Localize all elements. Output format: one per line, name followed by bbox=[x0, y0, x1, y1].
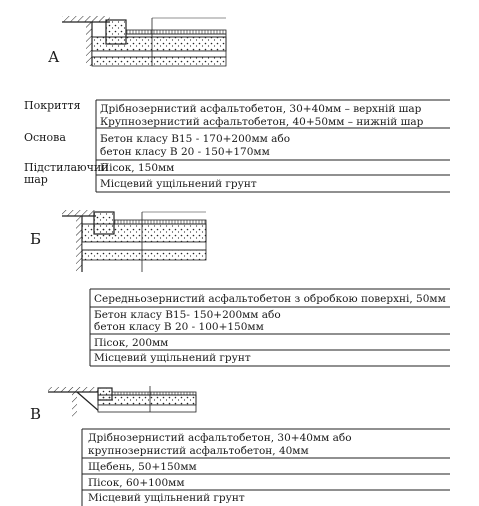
c-row-1: Дрібнозернистий асфальтобетон, 30+40мм або bbox=[88, 432, 352, 444]
section-a-letter: А bbox=[48, 48, 60, 66]
c-row-3: Щебень, 50+150мм bbox=[88, 461, 197, 473]
b-row-3: бетон класу В 20 - 100+150мм bbox=[94, 321, 264, 333]
label-surface: Покриття bbox=[24, 99, 81, 112]
b-row-1: Середньозернистий асфальтобетон з обробкою поверхні, 50мм bbox=[94, 293, 446, 305]
a-row-2: Крупнозернистий асфальтобетон, 40+50мм – нижній шар bbox=[100, 116, 424, 128]
b-row-2: Бетон класу В15- 150+200мм або bbox=[94, 309, 281, 321]
label-base: Основа bbox=[24, 131, 66, 144]
c-row-5: Місцевий ущільнений грунт bbox=[88, 492, 245, 504]
b-row-4: Пісок, 200мм bbox=[94, 337, 169, 349]
a-row-4: бетон класу В 20 - 150+170мм bbox=[100, 146, 270, 158]
label-sublayer: Підстилаючий шар bbox=[24, 161, 109, 186]
c-row-4: Пісок, 60+100мм bbox=[88, 477, 185, 489]
a-row-3: Бетон класу В15 - 170+200мм або bbox=[100, 133, 291, 145]
section-c-ground bbox=[48, 387, 100, 418]
section-c-layers bbox=[98, 386, 196, 412]
b-row-5: Місцевий ущільнений грунт bbox=[94, 352, 251, 364]
section-b-letter: Б bbox=[30, 230, 42, 248]
section-c-letter: В bbox=[30, 405, 42, 423]
a-row-5: Пісок, 150мм bbox=[100, 162, 175, 174]
a-row-1: Дрібнозернистий асфальтобетон, 30+40мм – верхній шар bbox=[100, 103, 422, 115]
a-row-6: Місцевий ущільнений грунт bbox=[100, 178, 257, 190]
c-row-2: крупнозернистий асфальтобетон, 40мм bbox=[88, 445, 309, 457]
